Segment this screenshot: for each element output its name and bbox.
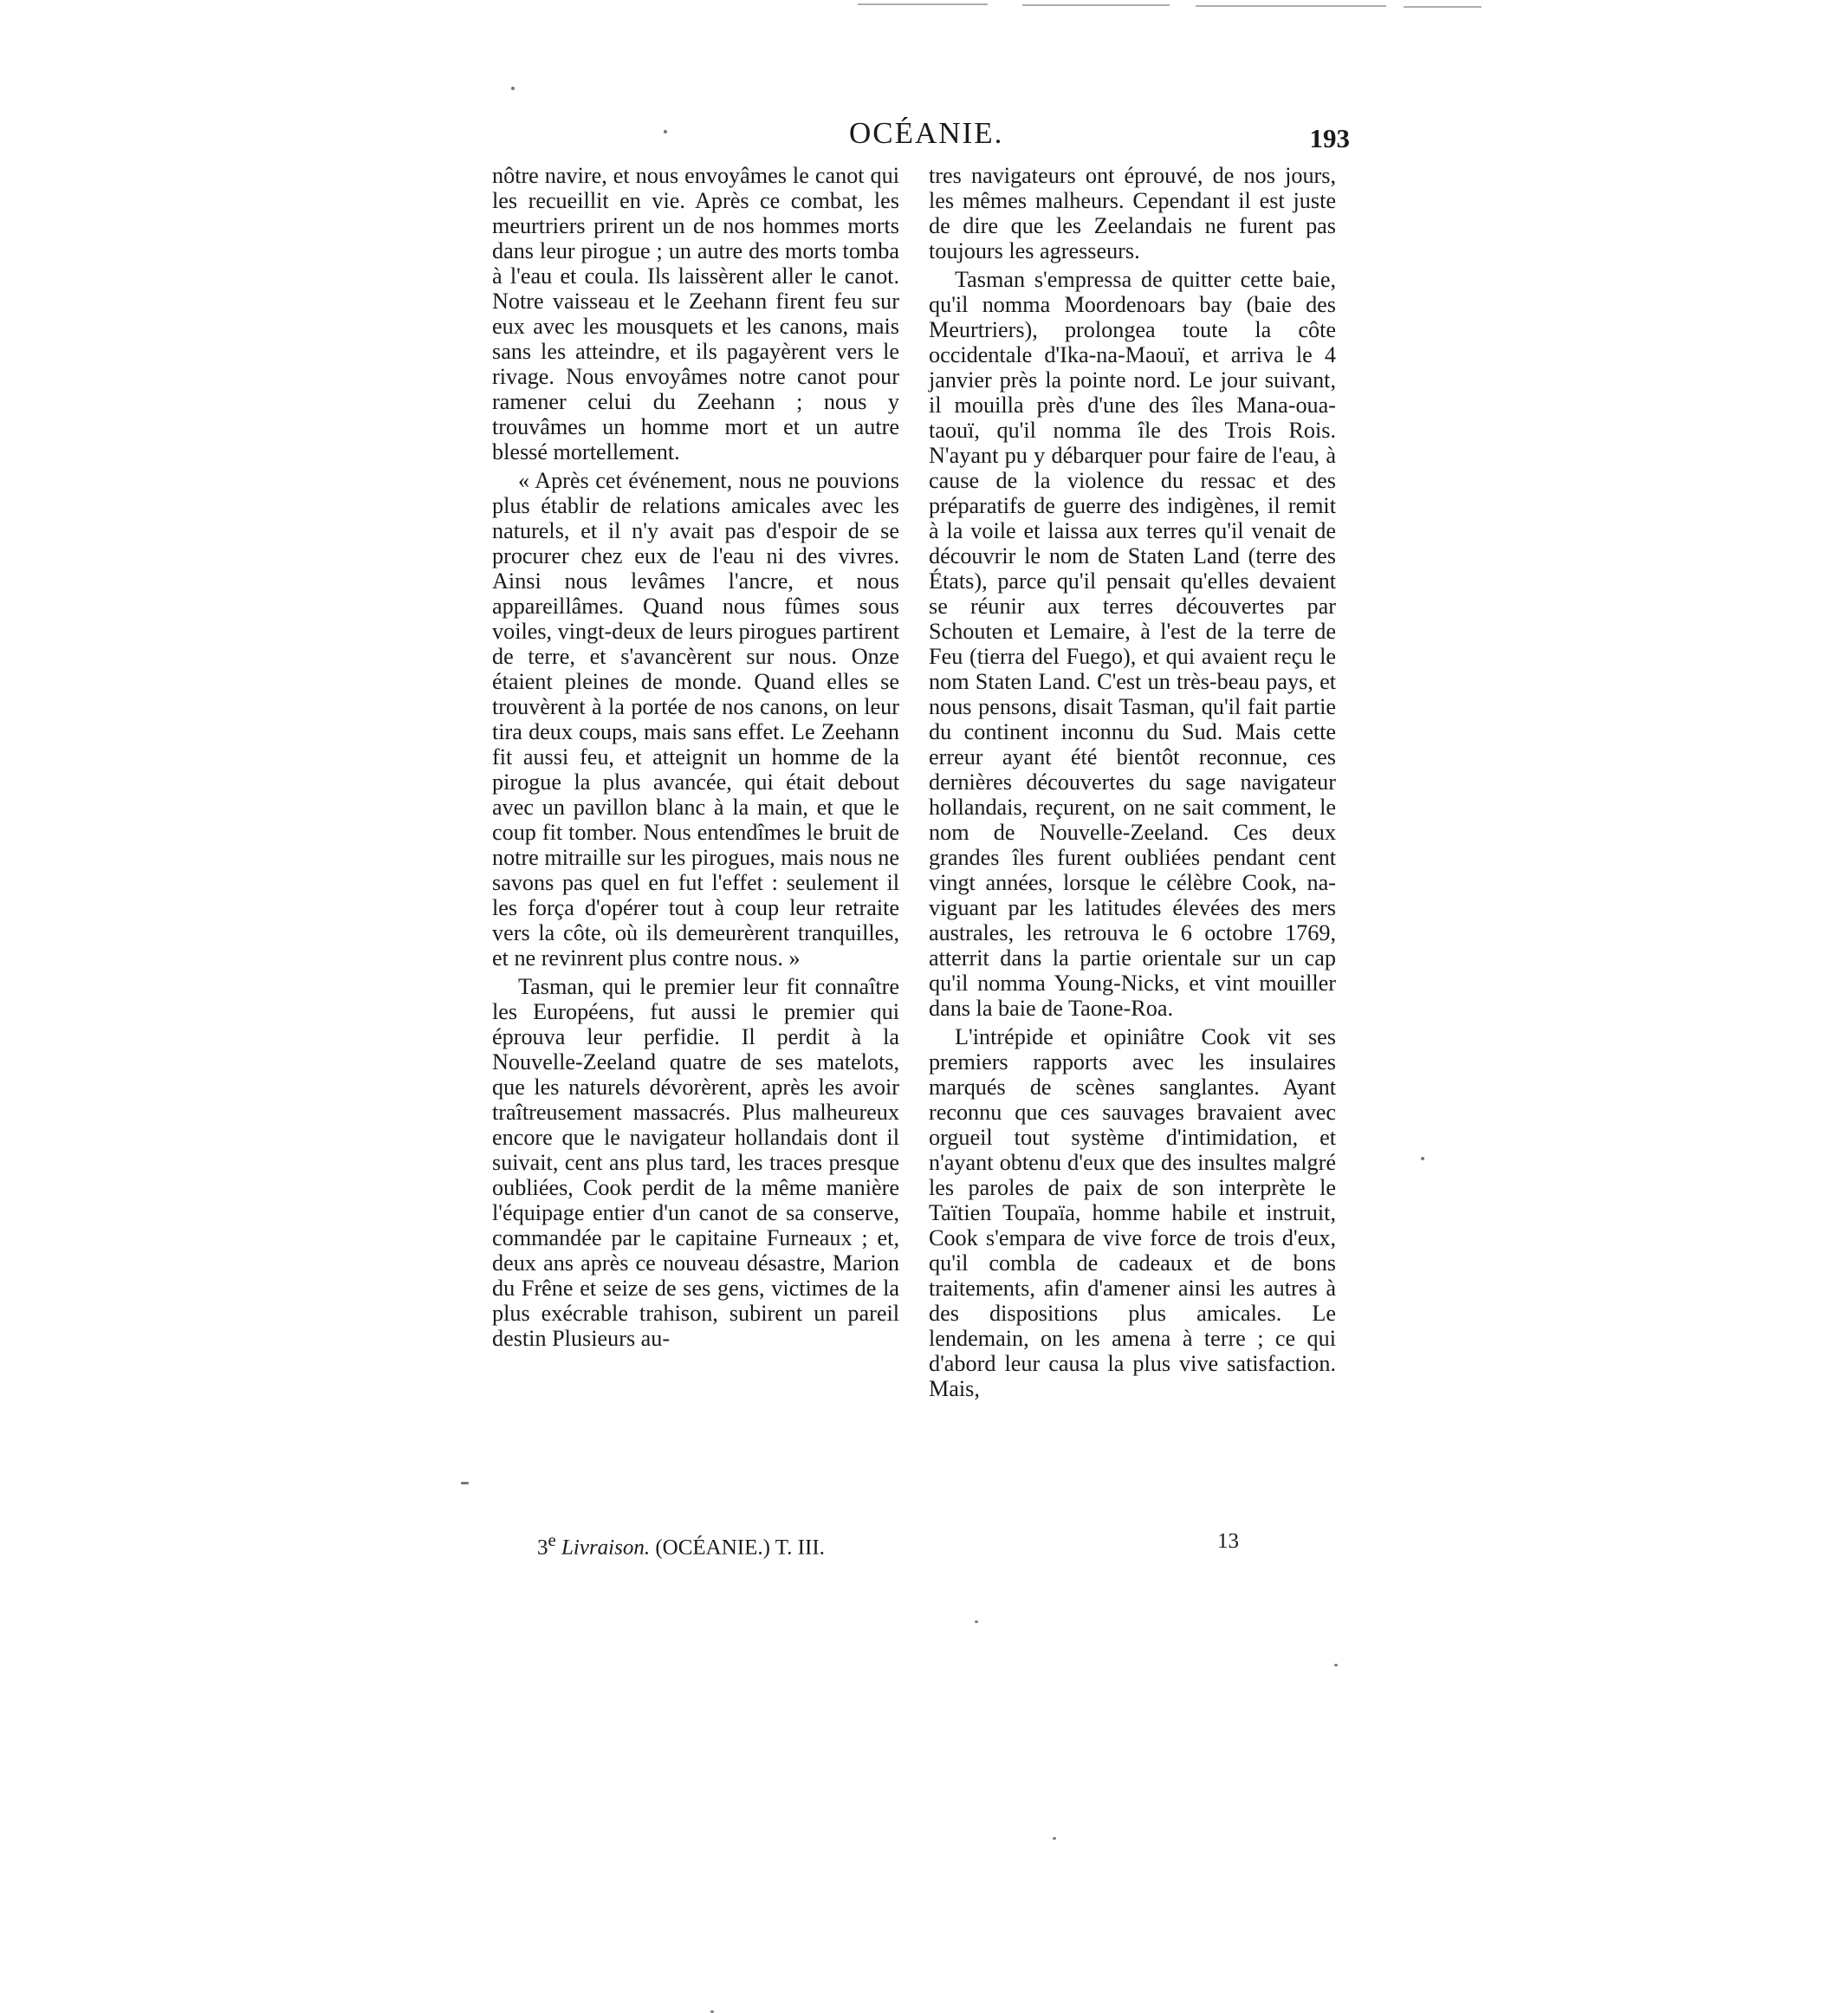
right-column — [929, 163, 1336, 1405]
left-column — [492, 163, 899, 1354]
paragraph: L'intrépide et opiniâtre Cook vit ses premiers rapports avec les insulaires marqués de scènes sanglantes. Ayant reconnu que ces sauvages bravaient avec orgueil tout système d'intimidation, et n'ayant obtenu d'eux que des insultes malgré les paroles de paix de son interprète le Taïtien Toupaïa, homme habile et instruit, Cook s'empara de vive force de trois d'eux, qu'il combla de cadeaux et de bons traitements, afin d'amener ainsi les autres à des dispositions plus amicales. Le lendemain, on les amena à terre ; ce qui d'abord leur causa la plus vive satisfaction. Mais, — [929, 1024, 1336, 1401]
scan-edge-line — [1022, 4, 1170, 6]
scan-speck — [1053, 1837, 1056, 1840]
signature-word: Livraison. — [561, 1536, 651, 1560]
scan-edge-line — [1404, 6, 1482, 8]
signature-volume: (OCÉANIE.) T. III. — [655, 1536, 825, 1560]
signature-ordinal-suffix: e — [548, 1529, 556, 1550]
scan-speck — [1334, 1664, 1338, 1666]
scan-edge-line — [1196, 5, 1386, 7]
scan-speck — [1421, 1157, 1424, 1160]
running-header — [485, 111, 1352, 154]
scan-speck — [511, 87, 515, 90]
printer-signature — [537, 1529, 825, 1560]
sheet-number: 13 — [1217, 1529, 1239, 1553]
page-footer — [485, 1529, 1352, 1564]
page-title: OCÉANIE. — [849, 116, 1004, 150]
scan-speck — [461, 1482, 469, 1484]
signature-ordinal: 3 — [537, 1536, 548, 1560]
paragraph: tres navigateurs ont éprouvé, de nos jours, les mêmes malheurs. Cependant il est juste de dire que les Zeelandais ne furent pas toujours les agresseurs. — [929, 163, 1336, 263]
scan-edge-line — [858, 3, 988, 5]
paragraph: Tasman, qui le premier leur fit connaître les Européens, fut aussi le premier qui éprouva leur perfidie. Il perdit à la Nouvelle-Zeeland quatre de ses matelots, que les naturels dévorèrent, après les avoir traîtreusement massacrés. Plus malheureux encore que le navigateur hollandais dont il suivait, cent ans plus tard, les traces presque oubliées, Cook perdit de la même manière l'équipage entier d'un canot de sa conserve, commandée par le capitaine Furneaux ; et, deux ans après ce nouveau désastre, Marion du Frêne et seize de ses gens, victimes de la plus exécrable trahison, subirent un pareil destin Plusieurs au- — [492, 974, 899, 1351]
paragraph: « Après cet événement, nous ne pouvions plus établir de relations amicales avec les naturels, et il n'y avait pas d'espoir de se procurer chez eux de l'eau ni des vivres. Ainsi nous levâmes l'ancre, et nous appareillâmes. Quand nous fûmes sous voiles, vingt-deux de leurs pirogues partirent de terre, et s'avancèrent sur nous. Onze étaient pleines de monde. Quand elles se trouvèrent à la portée de nos canons, on leur tira deux coups, mais sans effet. Le Zeehann fit aussi feu, et atteignit un homme de la pirogue la plus avancée, qui était debout avec un pavillon blanc à la main, et que le coup fit tomber. Nous entendîmes le bruit de notre mitraille sur les pirogues, mais nous ne savons pas quel en fut l'effet : seulement il les força d'opérer tout à coup leur retraite vers la côte, où ils demeurèrent tranquilles, et ne revinrent plus contre nous. » — [492, 468, 899, 971]
scan-speck — [975, 1620, 978, 1623]
paragraph: Tasman s'empressa de quitter cette baie, qu'il nomma Moordenoars bay (baie des Meurtriers), prolongea toute la côte occidentale d'Ika-na-Maouï, et arriva le 4 janvier près la pointe nord. Le jour suivant, il mouilla près d'une des îles Mana-oua-taouï, qu'il nomma île des Trois Rois. N'ayant pu y débarquer pour faire de l'eau, à cause de la violence du ressac et des préparatifs de guerre des indigènes, il remit à la voile et laissa aux terres qu'il venait de découvrir le nom de Staten Land (terre des États), parce qu'il pensait qu'elles devaient se réunir aux terres découvertes par Schouten et Lemaire, à l'est de la terre de Feu (tierra del Fuego), et qui avaient reçu le nom Staten Land. C'est un très-beau pays, et nous pensons, disait Tasman, qu'il fait partie du continent inconnu du Sud. Mais cette erreur ayant été bientôt reconnue, ces dernières découvertes du sage navigateur hollandais, reçurent, on ne sait comment, le nom de Nouvelle-Zeeland. Ces deux grandes îles furent oubliées pendant cent vingt années, lorsque le célèbre Cook, naviguant par les latitudes élevées des mers australes, les retrouva le 6 octobre 1769, atterrit dans la partie orientale sur un cap qu'il nomma Young-Nicks, et vint mouiller dans la baie de Taone-Roa. — [929, 267, 1336, 1021]
paragraph: nôtre navire, et nous envoyâmes le canot qui les recueillit en vie. Après ce combat, les meurtriers prirent un de nos hommes morts dans leur pirogue ; un autre des morts tomba à l'eau et coula. Ils laissèrent aller le canot. Notre vaisseau et le Zeehann firent feu sur eux avec les mousquets et les canons, mais sans les atteindre, et ils pagayèrent vers le rivage. Nous envoyâmes notre canot pour ramener celui du Zeehann ; nous y trouvâmes un homme mort et un autre blessé mortellement. — [492, 163, 899, 464]
page-number: 193 — [1309, 123, 1350, 153]
